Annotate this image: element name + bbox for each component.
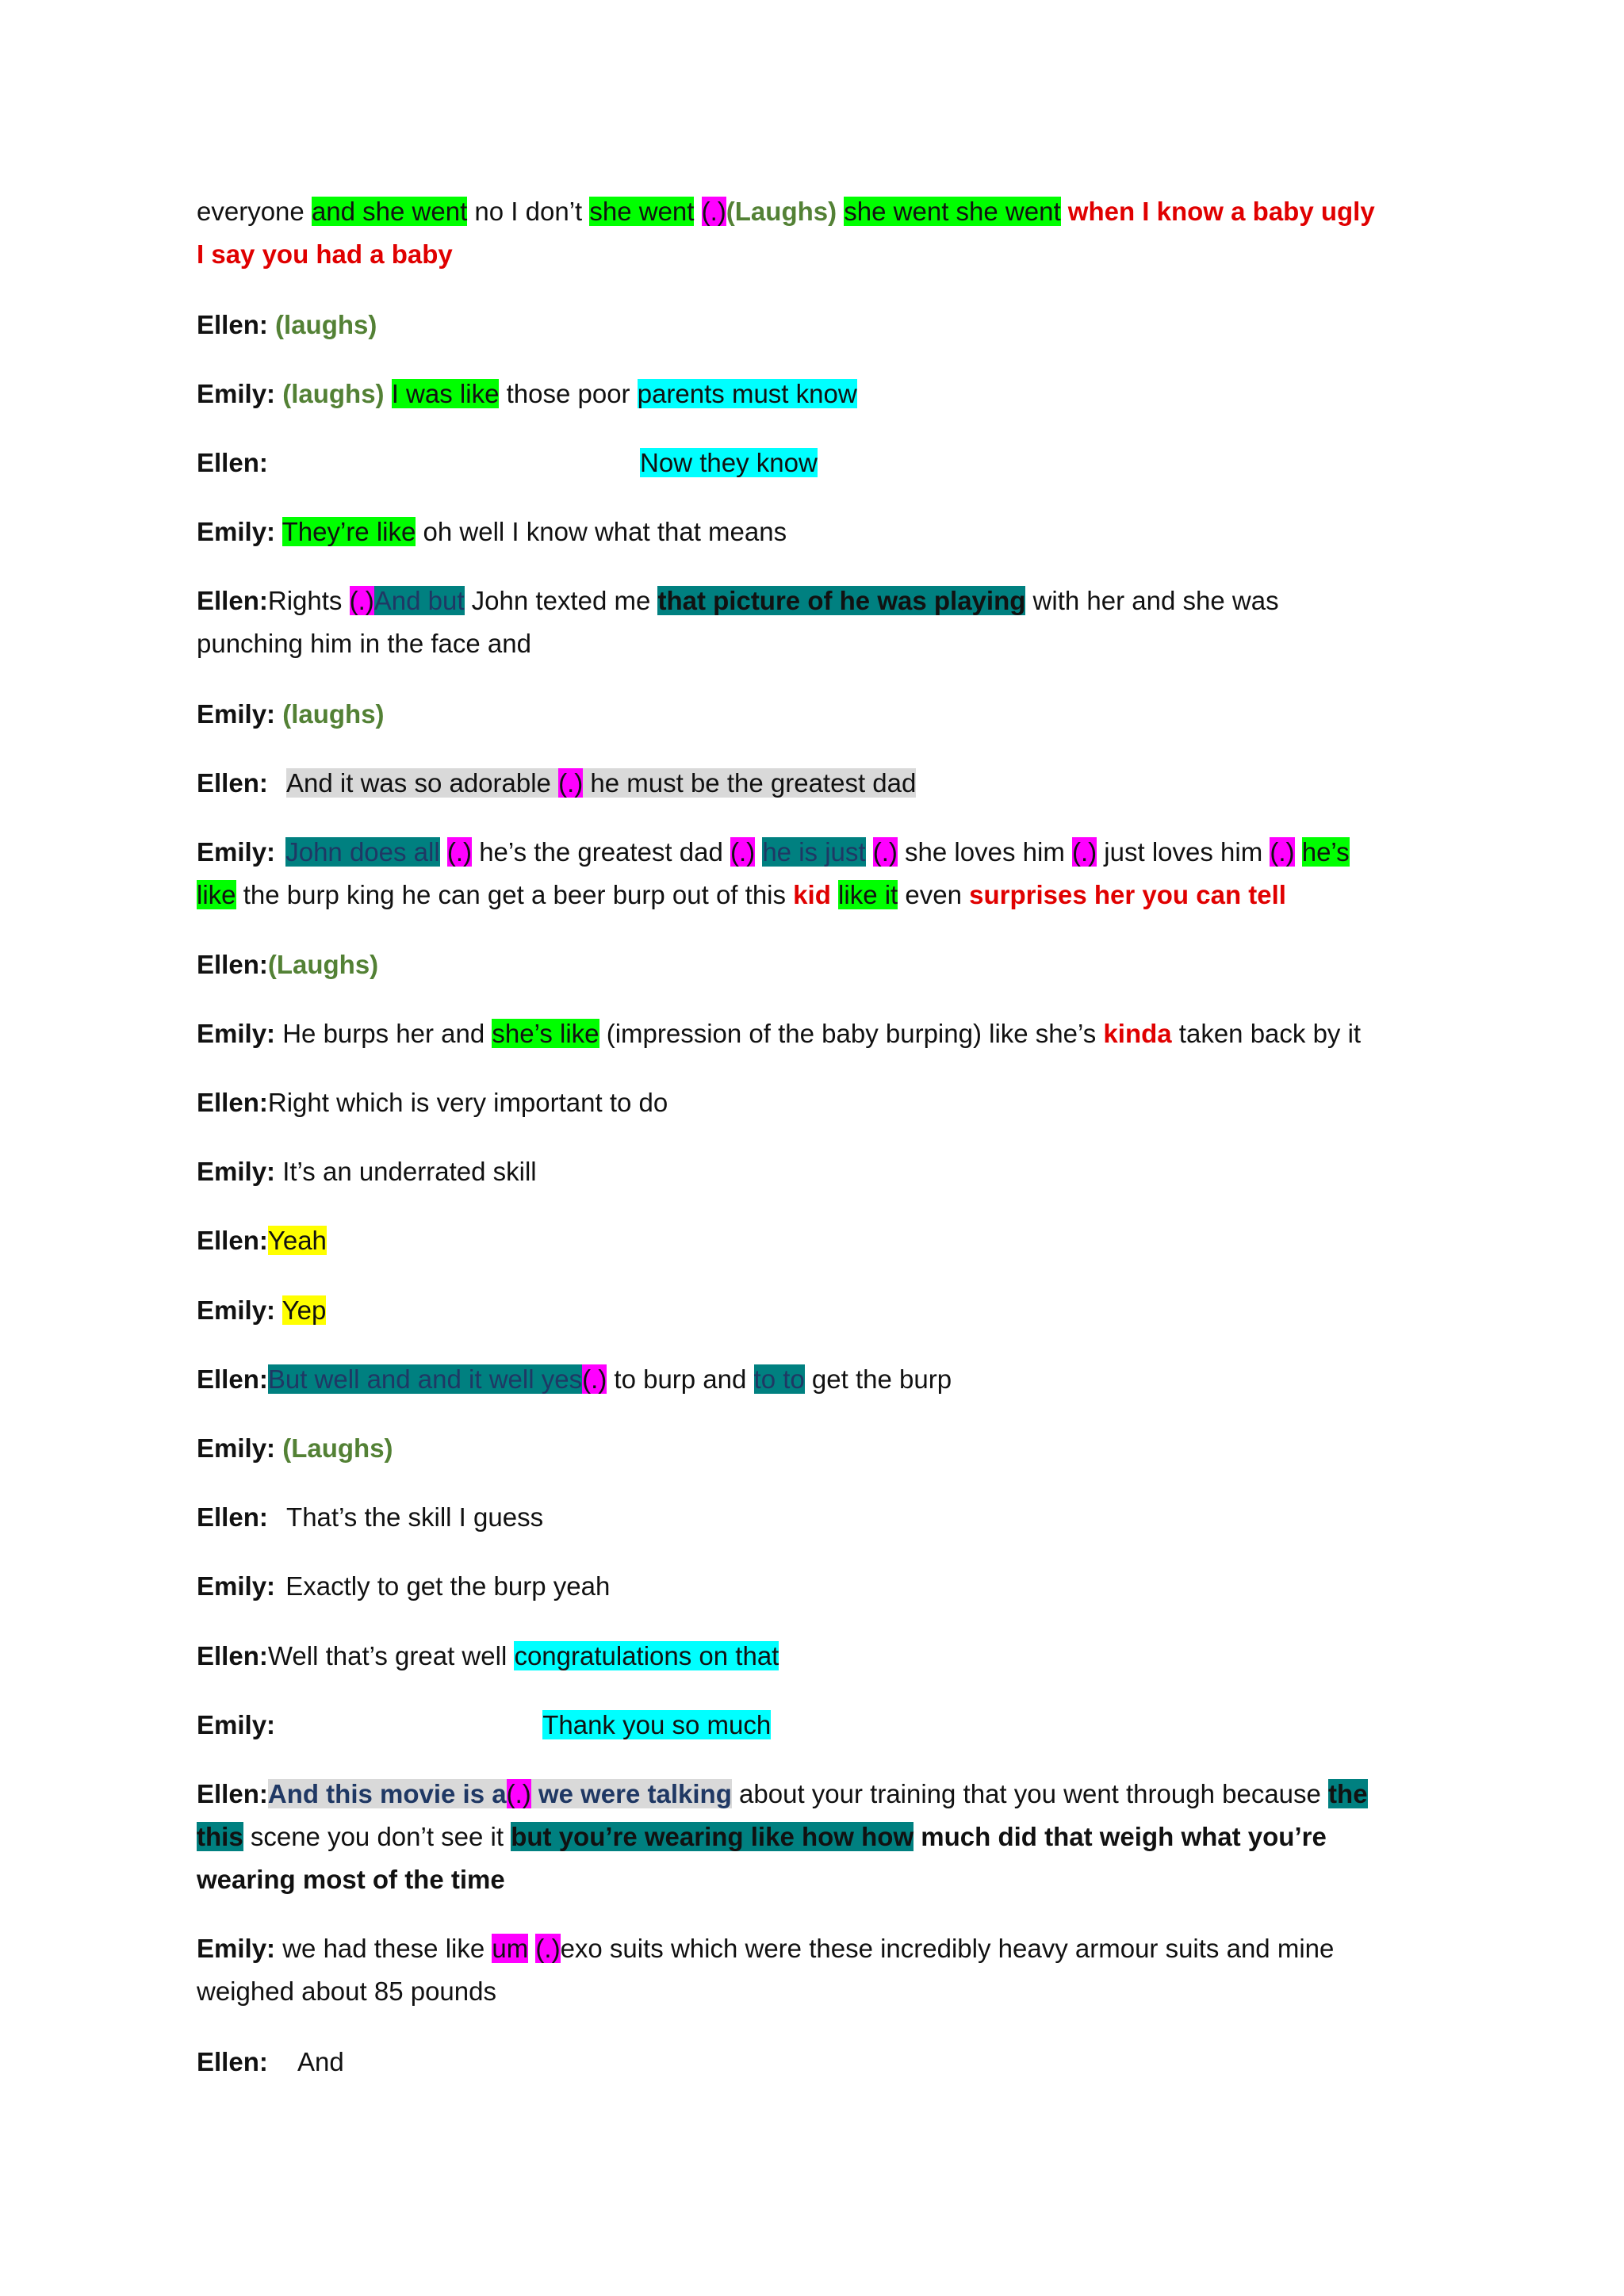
speaker-label: Emily:	[197, 699, 276, 729]
transcript-line	[197, 190, 1434, 233]
laugh-annotation: (Laughs)	[267, 950, 379, 979]
text-run: punching him in the face and	[197, 629, 531, 658]
transcript-line	[197, 1496, 1434, 1539]
transcript-line	[197, 1635, 1434, 1678]
transcript-line	[197, 1704, 1434, 1747]
highlight-yellow: Yep	[282, 1295, 327, 1325]
laugh-annotation: (laughs)	[282, 699, 385, 729]
text-run: Well that’s great well	[267, 1641, 515, 1670]
emphasis-red: I say you had a baby	[197, 239, 453, 269]
laugh-annotation: (Laughs)	[726, 197, 837, 226]
text-run: Right which is very important to do	[267, 1088, 668, 1117]
text-run: no I don’t	[467, 197, 590, 226]
emphasis-red: when I know a baby ugly	[1067, 197, 1375, 226]
highlight-gray: And this movie is a	[267, 1779, 507, 1808]
highlight-green: They’re like	[282, 517, 416, 546]
highlight-green: and she went	[311, 197, 468, 226]
speaker-label: Ellen:	[197, 1502, 268, 1532]
text-run	[1061, 197, 1068, 226]
pause-marker: (.)	[1270, 837, 1295, 867]
emphasis-red: kinda	[1103, 1019, 1172, 1048]
speaker-label: Emily:	[197, 837, 276, 867]
text-run	[831, 880, 838, 909]
text-run: to burp and	[607, 1364, 754, 1394]
pause-marker: (.)	[701, 197, 726, 226]
highlight-gray: we were talking	[538, 1779, 732, 1808]
emphasis-red: kid	[793, 880, 831, 909]
speaker-label: Emily:	[197, 1295, 276, 1325]
transcript-line	[197, 442, 1434, 484]
pause-marker: (.)	[558, 768, 584, 798]
transcript-line	[197, 1927, 1434, 1970]
highlight-yellow: Yeah	[267, 1226, 327, 1255]
text-run: he must be the greatest dad	[583, 768, 917, 798]
emphasis-bold: wearing most of the time	[197, 1865, 505, 1894]
emphasis-red: surprises her you can tell	[969, 880, 1286, 909]
text-run: the burp king he can get a beer burp out of this	[236, 880, 794, 909]
text-run	[440, 837, 447, 867]
text-run: scene you don’t see it	[243, 1822, 511, 1851]
speaker-label: Ellen:	[197, 2047, 268, 2076]
text-run: weighed about 85 pounds	[197, 1976, 496, 2006]
text-run	[837, 197, 844, 226]
text-run: everyone	[197, 197, 312, 226]
transcript-line	[197, 1358, 1434, 1401]
highlight-teal: but you’re wearing like how how	[511, 1822, 914, 1851]
transcript-line	[197, 304, 1434, 346]
transcript-line	[197, 1081, 1434, 1124]
transcript-line	[197, 831, 1434, 874]
pause-marker: (.)	[582, 1364, 607, 1394]
speaker-label: Ellen:	[197, 1641, 268, 1670]
highlight-teal: the	[1328, 1779, 1368, 1808]
transcript-line	[197, 233, 1434, 276]
speaker-label: Ellen:	[197, 950, 268, 979]
transcript-line	[197, 580, 1434, 622]
speaker-label: Emily:	[197, 517, 276, 546]
pause-marker: um	[492, 1934, 529, 1963]
transcript-line	[197, 762, 1434, 805]
laugh-annotation: (Laughs)	[282, 1433, 393, 1463]
transcript-line	[197, 943, 1434, 986]
highlight-green: she went	[589, 197, 695, 226]
transcript-line	[197, 1858, 1434, 1901]
text-run: Rights	[267, 586, 350, 615]
highlight-teal: this	[197, 1822, 243, 1851]
speaker-label: Ellen:	[197, 586, 268, 615]
laugh-annotation: (laughs)	[282, 379, 385, 408]
transcript-line	[197, 622, 1434, 665]
highlight-gray	[286, 768, 916, 798]
text-run: And it was so adorable	[286, 768, 559, 798]
text-run: about your training that you went through because	[731, 1779, 1329, 1808]
speaker-label: Emily:	[197, 379, 276, 408]
highlight-green: I was like	[391, 379, 500, 408]
highlight-teal: But well and and it well yes	[267, 1364, 583, 1394]
highlight-teal: John does all	[285, 837, 440, 867]
highlight-cyan: congratulations on that	[514, 1641, 779, 1670]
speaker-label: Emily:	[197, 1934, 276, 1963]
highlight-cyan: Now they know	[640, 448, 818, 477]
highlight-teal: to to	[753, 1364, 805, 1394]
speaker-label: Ellen:	[197, 1779, 268, 1808]
transcript-line	[197, 1773, 1434, 1816]
text-run: he’s the greatest dad	[472, 837, 730, 867]
text-run: He burps her and	[282, 1019, 492, 1048]
text-run: just loves him	[1097, 837, 1270, 867]
pause-marker: (.)	[535, 1934, 561, 1963]
speaker-label: Emily:	[197, 1710, 276, 1739]
highlight-green: like	[197, 880, 236, 909]
speaker-label: Ellen:	[197, 310, 268, 339]
highlight-teal: And but	[373, 586, 465, 615]
highlight-teal: that picture of he was playing	[657, 586, 1026, 615]
text-run: we had these like	[282, 1934, 492, 1963]
speaker-label: Emily:	[197, 1571, 276, 1601]
text-run	[866, 837, 873, 867]
speaker-label: Ellen:	[197, 768, 268, 798]
speaker-label: Ellen:	[197, 1226, 268, 1255]
emphasis-bold: much did that weigh what you’re	[914, 1822, 1327, 1851]
text-run: exo suits which were these incredibly heavy armour suits and mine	[560, 1934, 1335, 1963]
pause-marker: (.)	[446, 837, 473, 867]
text-run: (impression of the baby burping) like she’s	[599, 1019, 1104, 1048]
pause-marker: (.)	[872, 837, 898, 867]
highlight-green: she’s like	[492, 1019, 599, 1048]
highlight-gray	[531, 1779, 538, 1808]
transcript-line	[197, 511, 1434, 553]
text-run: That’s the skill I guess	[286, 1502, 544, 1532]
text-run	[1295, 837, 1302, 867]
highlight-green: she went she went	[844, 197, 1061, 226]
text-run: taken back by it	[1171, 1019, 1362, 1048]
transcript-line	[197, 1427, 1434, 1470]
text-run: those poor	[499, 379, 638, 408]
transcript-line	[197, 1970, 1434, 2013]
pause-marker: (.)	[506, 1779, 531, 1808]
text-run: she loves him	[897, 837, 1072, 867]
speaker-label: Ellen:	[197, 1088, 268, 1117]
text-run	[755, 837, 762, 867]
highlight-green: he’s	[1301, 837, 1350, 867]
speaker-label: Ellen:	[197, 1364, 268, 1394]
highlight-green: like it	[838, 880, 898, 909]
highlight-cyan: Thank you so much	[542, 1710, 772, 1739]
text-run: with her and she was	[1025, 586, 1279, 615]
transcript-line	[197, 373, 1434, 415]
text-run: even	[898, 880, 970, 909]
text-run: John texted me	[464, 586, 658, 615]
transcript-line	[197, 1289, 1434, 1332]
transcript-line	[197, 1150, 1434, 1193]
pause-marker: (.)	[1071, 837, 1097, 867]
transcript-line	[197, 1816, 1434, 1858]
text-run: oh well I know what that means	[416, 517, 787, 546]
transcript-line	[197, 693, 1434, 736]
speaker-label: Emily:	[197, 1433, 276, 1463]
speaker-label: Ellen:	[197, 448, 268, 477]
text-run: Exactly to get the burp yeah	[285, 1571, 611, 1601]
transcript-line	[197, 1012, 1434, 1055]
transcript-line	[197, 1219, 1434, 1262]
text-run: And	[297, 2047, 344, 2076]
text-run: It’s an underrated skill	[282, 1157, 537, 1186]
speaker-label: Emily:	[197, 1019, 276, 1048]
text-run: get the burp	[804, 1364, 952, 1394]
speaker-label: Emily:	[197, 1157, 276, 1186]
text-run	[694, 197, 701, 226]
transcript-line	[197, 1565, 1434, 1608]
pause-marker: (.)	[730, 837, 756, 867]
transcript-line	[197, 874, 1434, 916]
laugh-annotation: (laughs)	[275, 310, 377, 339]
highlight-cyan: parents must know	[637, 379, 857, 408]
transcript-line	[197, 2041, 1434, 2084]
pause-marker: (.)	[349, 586, 374, 615]
highlight-teal: he is just	[762, 837, 866, 867]
